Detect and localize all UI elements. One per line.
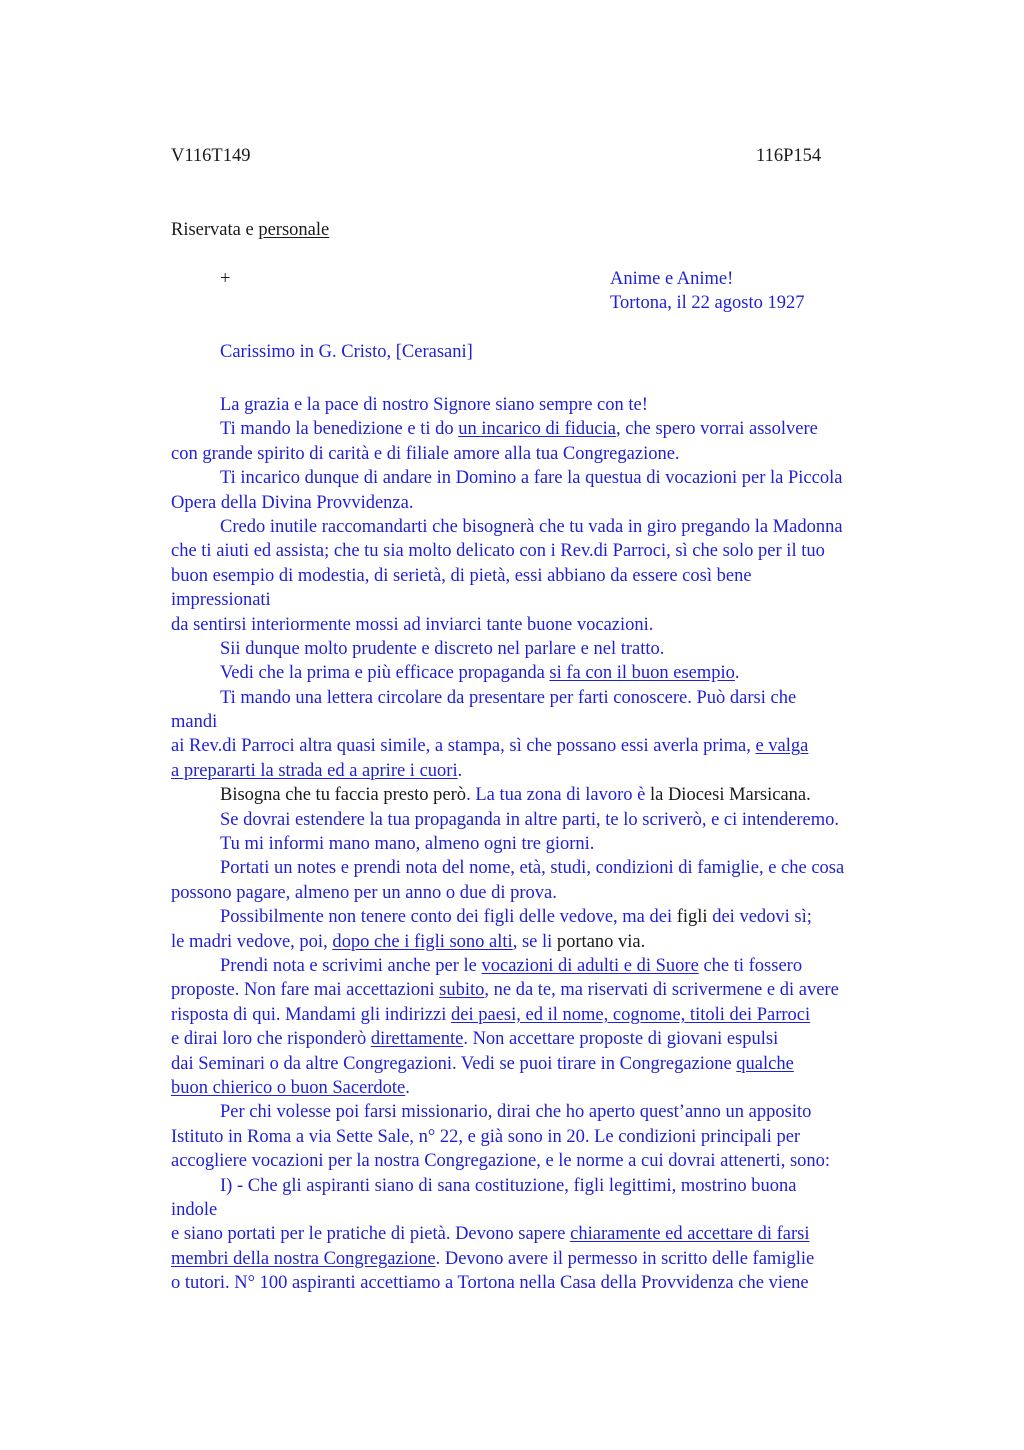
letter-line xyxy=(171,588,911,612)
underlined-phrase: vocazioni di adulti e di Suore xyxy=(481,955,699,976)
text-segment: figli xyxy=(676,907,713,928)
underlined-phrase: direttamente xyxy=(370,1029,464,1050)
letter-line xyxy=(171,954,911,978)
letter-line xyxy=(171,393,911,417)
text-segment: Opera della Divina Provvidenza. xyxy=(171,492,414,513)
letter-line xyxy=(171,613,911,637)
text-segment: da sentirsi interiormente mossi ad inviarci tante buone vocazioni. xyxy=(171,614,654,635)
letter-line xyxy=(171,686,911,710)
letter-line xyxy=(171,905,911,929)
motto: Anime e Anime! xyxy=(610,269,734,289)
letter-body xyxy=(171,393,911,1295)
text-segment: che ti fossero xyxy=(698,955,803,976)
text-segment: ai Rev.di Parroci altra quasi simile, a stampa, sì che possano essi averla prima, xyxy=(171,736,756,757)
underlined-phrase: buon chierico o buon Sacerdote xyxy=(171,1077,406,1098)
underlined-phrase: a prepararti la strada ed a aprire i cuori xyxy=(171,760,458,781)
text-segment: La grazia e la pace di nostro Signore siano sempre con te! xyxy=(220,395,648,415)
text-segment: impressionati xyxy=(171,590,271,611)
text-segment: le madri vedove, poi, xyxy=(171,931,333,952)
text-segment: possono pagare, almeno per un anno o due di prova. xyxy=(171,882,557,903)
letter-line xyxy=(171,1198,911,1222)
text-segment: , ne da te, ma riservati di scrivermene e di avere xyxy=(484,980,839,1001)
text-segment: Prendi nota e scrivimi anche per le xyxy=(220,955,482,976)
letter-line xyxy=(171,1052,911,1076)
letter-line xyxy=(171,978,911,1002)
text-segment: proposte. Non fare mai accettazioni xyxy=(171,980,440,1001)
confidential-prefix: Riservata e xyxy=(171,220,259,240)
text-segment: con grande spirito di carità e di filiale amore alla tua Congregazione. xyxy=(171,443,680,464)
text-segment: . Non accettare proposte di giovani espulsi xyxy=(463,1029,779,1050)
underlined-phrase: e valga xyxy=(755,736,809,757)
letter-line xyxy=(171,1076,911,1100)
letter-line xyxy=(171,734,911,758)
text-segment: . Devono avere il permesso in scritto delle famiglie xyxy=(435,1248,815,1269)
dateline: Tortona, il 22 agosto 1927 xyxy=(610,293,805,313)
underlined-phrase: membri della nostra Congregazione xyxy=(171,1248,436,1269)
letter-line xyxy=(171,491,911,515)
letter-line xyxy=(171,1222,911,1246)
underlined-phrase: si fa con il buon esempio xyxy=(549,663,735,684)
letter-line xyxy=(171,539,911,563)
text-segment: Ti incarico dunque di andare in Domino a fare la questua di vocazioni per la Piccola xyxy=(220,468,843,489)
letter-line xyxy=(171,808,911,832)
text-segment: vedovi sì; xyxy=(739,907,812,928)
text-segment: che ti aiuti ed assista; che tu sia molto delicato con i Rev.di Parroci, sì che solo per il tuo xyxy=(171,541,825,562)
text-segment: Ti mando una lettera circolare da presentare per farti conoscere. Può darsi che xyxy=(220,687,797,708)
text-segment: , che spero vorrai assolvere xyxy=(615,419,818,440)
text-segment: dai Seminari o da altre Congregazioni. Vedi se puoi tirare in Congregazione xyxy=(171,1053,737,1074)
text-segment: . xyxy=(405,1077,410,1098)
text-segment: Istituto in Roma a via Sette Sale, n° 22, e già sono in 20. Le condizioni principali per xyxy=(171,1126,801,1147)
text-segment: dei xyxy=(712,907,740,928)
text-segment: o tutori. N° 100 aspiranti accettiamo a Tortona nella Casa della Provvidenza che viene xyxy=(171,1273,809,1294)
text-segment: . xyxy=(734,663,740,684)
text-segment: Bisogna che tu faccia presto però xyxy=(220,785,467,806)
letter-line xyxy=(171,1149,911,1173)
recipient-name: [Cerasani] xyxy=(395,342,473,362)
text-segment: Sii dunque molto prudente e discreto nel parlare e nel tratto. xyxy=(220,638,665,659)
letter-line xyxy=(171,1125,911,1149)
letter-line xyxy=(171,1174,911,1198)
text-segment: mandi xyxy=(171,712,218,733)
text-segment: Credo inutile raccomandarti che bisognerà che tu vada in giro pregando la Madonna xyxy=(220,516,843,537)
letter-line xyxy=(171,1100,911,1124)
underlined-phrase: chiaramente ed accettare di farsi xyxy=(570,1224,810,1245)
letter-line xyxy=(171,1027,911,1051)
text-segment: Portati un notes e prendi nota del nome, età, studi, condizioni di famiglie, e che cosa xyxy=(220,858,845,879)
text-segment: portano via. xyxy=(556,931,646,952)
letter-line xyxy=(171,1247,911,1271)
text-segment: . La tua zona di lavoro è xyxy=(466,785,650,806)
salutation xyxy=(220,342,473,363)
text-segment: accogliere vocazioni per la nostra Congregazione, e le norme a cui dovrai attenerti, sono: xyxy=(171,1151,831,1172)
letter-line xyxy=(171,637,911,661)
salutation-text: Carissimo in G. Cristo, xyxy=(220,342,396,362)
letter-line xyxy=(171,417,911,441)
letter-line xyxy=(171,515,911,539)
confidential-note xyxy=(171,220,329,241)
text-segment: Tu mi informi mano mano, almeno ogni tre giorni. xyxy=(220,834,595,855)
text-segment: . xyxy=(457,760,463,781)
letter-line xyxy=(171,1003,911,1027)
underlined-phrase: subito xyxy=(439,980,485,1001)
text-segment: Ti mando la benedizione e ti do xyxy=(220,419,459,440)
letter-line xyxy=(171,856,911,880)
letter-line xyxy=(171,710,911,734)
confidential-underlined: personale xyxy=(258,220,330,240)
text-segment: Possibilmente non tenere conto dei figli delle vedove, ma dei xyxy=(220,907,677,928)
underlined-phrase: un incarico di fiducia xyxy=(458,419,616,440)
letter-line xyxy=(171,564,911,588)
text-segment: la Diocesi Marsicana. xyxy=(649,785,811,806)
letter-line xyxy=(171,881,911,905)
text-segment: , se li xyxy=(512,931,557,952)
letter-line xyxy=(171,466,911,490)
text-segment: buon esempio di modestia, di serietà, di pietà, essi abbiano da essere così bene xyxy=(171,565,752,586)
text-segment: Se dovrai estendere la tua propaganda in altre parti, te lo scriverò, e ci intenderemo. xyxy=(220,809,839,830)
text-segment: risposta di qui. Mandami gli indirizzi xyxy=(171,1004,452,1025)
text-segment: e dirai loro che risponderò xyxy=(171,1029,371,1050)
document-code-left: V116T149 xyxy=(171,146,251,166)
letter-line xyxy=(171,759,911,783)
text-segment: I) - Che gli aspiranti siano di sana costituzione, figli legittimi, mostrino buona xyxy=(220,1175,797,1196)
letter-line xyxy=(171,783,911,807)
document-code-right: 116P154 xyxy=(756,146,822,166)
letter-line xyxy=(171,1271,911,1295)
underlined-phrase: dei paesi, ed il nome, cognome, titoli dei Parroci xyxy=(451,1004,811,1025)
text-segment: Per chi volesse poi farsi missionario, dirai che ho aperto quest’anno un apposito xyxy=(220,1102,812,1123)
letter-line xyxy=(171,832,911,856)
letter-line xyxy=(171,930,911,954)
letter-line xyxy=(171,442,911,466)
cross-symbol: + xyxy=(220,269,231,289)
text-segment: Vedi che la prima e più efficace propaganda xyxy=(220,663,550,684)
text-segment: e siano portati per le pratiche di pietà. Devono sapere xyxy=(171,1224,571,1245)
underlined-phrase: qualche xyxy=(736,1053,794,1074)
text-segment: indole xyxy=(171,1199,218,1220)
letter-line xyxy=(171,661,911,685)
underlined-phrase: dopo che i figli sono alti xyxy=(332,931,513,952)
